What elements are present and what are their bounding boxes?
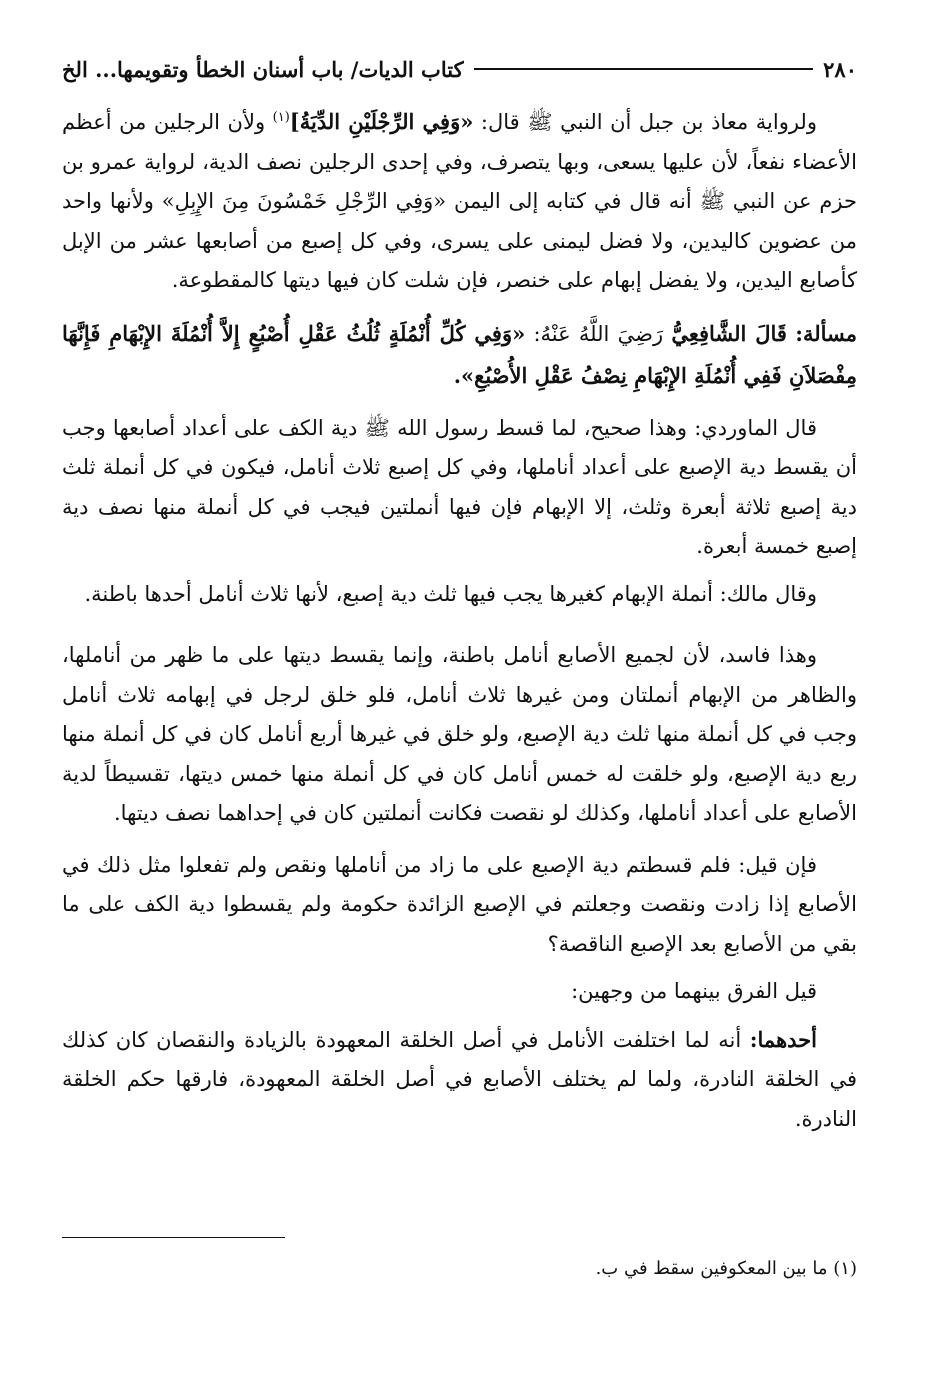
paragraph-5: فإن قيل: فلم قسطتم دية الإصبع على ما زاد من أناملها ونقص ولم تفعلوا مثل ذلك في الأصابع إذا زادت ونقصت وجعلتم في الإصبع الزائدة حكومة ولم يقسطوا دية الكف على ما بقي من الأصابع بعد الإصبع الناقصة؟ <box>62 852 857 956</box>
paragraph-4: وهذا فاسد، لأن لجميع الأصابع أنامل باطنة، وإنما يقسط ديتها على ما ظهر من أناملها، والظاهر من الإبهام أنملتان ومن غيرها ثلاث أنامل، فلو خلق لرجل في إبهامه ثلاث أنامل وجب في كل أنملة منها ثلث دية الإصبع، ولو خلق في غيرها أربع أنامل كان في كل أنملة منها ربع دية الإصبع، ولو خلقت له خمس أنامل كان في كل أنملة منها خمس ديتها، تقسيطاً لدية الأصابع على أعداد أناملها، وكذلك لو نقصت فكانت أنملتين كان في إحداهما نصف ديتها. <box>62 643 857 825</box>
issue-label: مسألة: <box>795 320 857 346</box>
paragraph-7-text: أنه لما اختلفت الأنامل في أصل الخلقة المعهودة بالزيادة والنقصان كان كذلك في الخلقة النادرة، ولما لم يختلف الأصابع في أصل الخلقة المعهودة، فارقها حكم الخلقة النادرة. <box>62 1027 857 1131</box>
running-title: كتاب الديات/ باب أسنان الخطأ وتقويمها... الخ <box>62 56 464 82</box>
footnote-mark: (١) <box>272 110 290 125</box>
issue-speaker: قَالَ الشَّافِعِيُّ <box>671 320 787 346</box>
paragraph-7 <box>62 1020 857 1140</box>
paragraph-1 <box>62 98 857 301</box>
paragraph-2: قال الماوردي: وهذا صحيح، لما قسط رسول الله ﷺ دية الكف على أعداد أصابعها وجب أن يقسط دية الإصبع على أعداد أناملها، وفي كل إصبع ثلاث أنامل، فيكون في كل أنملة ثلث دية إصبع ثلاثة أبعرة وثلث، إلا الإبهام فإن فيها أنملتين فيجب في كل أنملة منها نصف دية إصبع خمسة أبعرة. <box>62 415 857 558</box>
page <box>62 40 857 1139</box>
issue-speaker-blessing: رَضِيَ اللَّهُ عَنْهُ: <box>525 321 672 346</box>
page-number: ٢٨٠ <box>823 56 857 82</box>
footnotes <box>62 1254 857 1284</box>
paragraph-6: قيل الفرق بينهما من وجهين: <box>571 979 817 1003</box>
footnote-rule <box>62 1237 285 1238</box>
footnote-1: (١) ما بين المعكوفين سقط في ب. <box>595 1258 857 1279</box>
issue-quote: «وَفِي كُلِّ أُنْمُلَةٍ ثُلُثُ عَقْلِ أُصْبُعٍ إِلاَّ أُنْمُلَةَ الإِبْهَامِ فَإِنَّهَا مِفْصَلاَنِ فَفِي أُنْمُلَةِ الإِبْهَامِ نِصْفُ عَقْلِ الأُصْبُعِ». <box>62 320 857 388</box>
paragraph-7-label: أحدهما: <box>749 1026 817 1052</box>
paragraph-1-rest: ولأن الرجلين من أعظم الأعضاء نفعاً، لأن عليها يسعى، وبها يتصرف، وفي إحدى الرجلين نصف الدية، لرواية عمرو بن حزم عن النبي ﷺ أنه قال في كتابه إلى اليمن «وَفِي الرِّجْلِ خَمْسُونَ مِنَ الإِبِلِ» ولأنها واحد من عضوين كاليدين، ولا فضل ليمنى على يسرى، وفي كل إصبع من أصابعها عشر من الإبل كأصابع اليدين، ولا يفضل إبهام على خنصر، فإن شلت كان فيها ديتها كالمقطوعة. <box>62 110 857 292</box>
page-header <box>62 40 857 98</box>
issue-paragraph <box>62 313 857 397</box>
header-rule <box>474 68 814 70</box>
paragraph-3: وقال مالك: أنملة الإبهام كغيرها يجب فيها ثلث دية إصبع، لأنها ثلاث أنامل أحدها باطنة. <box>84 581 817 606</box>
paragraph-1-lead: ولرواية معاذ بن جبل أن النبي ﷺ قال: <box>473 110 817 134</box>
hadith-quote-legs: «وَفِي الرِّجْلَيْنِ الدِّيَةُ] <box>289 109 474 134</box>
